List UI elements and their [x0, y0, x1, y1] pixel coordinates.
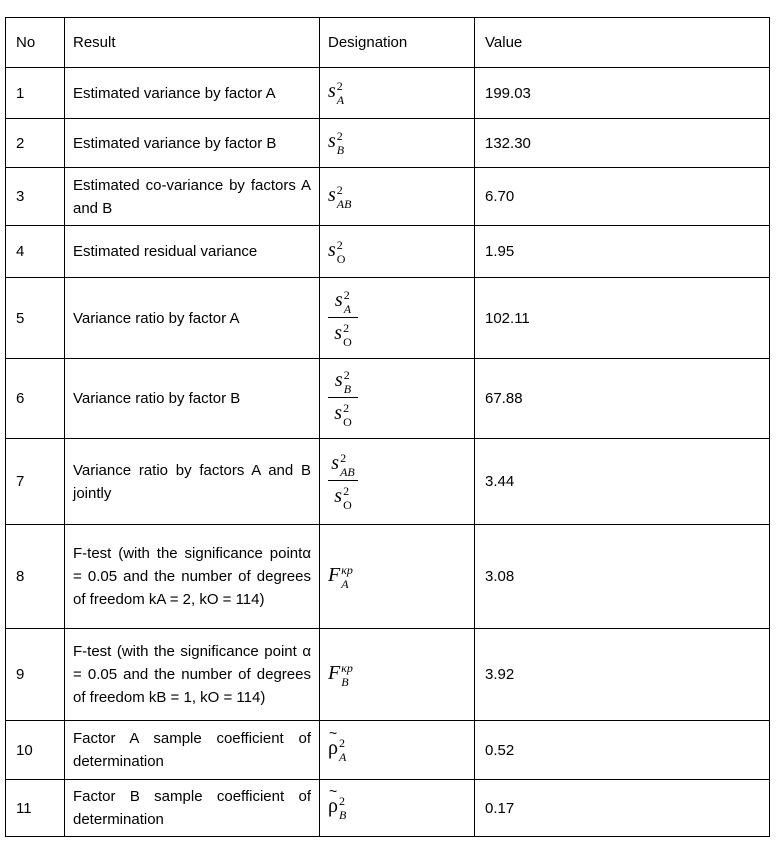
cell-designation: [320, 119, 475, 168]
cell-designation: [320, 629, 475, 721]
math-symbol: [328, 239, 345, 265]
cell-no: 4: [6, 226, 65, 278]
math-symbol: [335, 369, 351, 395]
cell-no: 9: [6, 629, 65, 721]
table-row: [6, 226, 770, 278]
math-superscript: 2: [336, 182, 343, 197]
math-base: ρ: [328, 737, 338, 759]
math-base: s: [334, 402, 343, 424]
cell-no: 2: [6, 119, 65, 168]
cell-value: 0.52: [475, 721, 770, 780]
tilde-mark: ~: [329, 725, 338, 741]
math-subscript: AB: [340, 465, 355, 479]
cell-no: 5: [6, 278, 65, 359]
fraction-bar: [328, 397, 358, 398]
cell-result: Variance ratio by factors A and B jointly: [65, 439, 320, 525]
cell-value: 3.08: [475, 525, 770, 629]
math-superscript: кр: [341, 660, 353, 675]
math-subscript: B: [336, 143, 345, 157]
table-row: [6, 278, 770, 359]
math-subscript: A: [343, 301, 352, 316]
table-row: [6, 525, 770, 629]
math-symbol: [334, 322, 351, 348]
math-base: ρ: [328, 795, 338, 817]
math-base: s: [328, 183, 336, 206]
table-row: [6, 168, 770, 226]
cell-result: Estimated variance by factor B: [65, 119, 320, 168]
table-row: [6, 629, 770, 721]
cell-value: 132.30: [475, 119, 770, 168]
math-subscript: A: [336, 93, 345, 107]
math-superscript: 2: [338, 736, 345, 750]
cell-value: 67.88: [475, 359, 770, 439]
math-symbol: [334, 485, 351, 511]
math-superscript: 2: [336, 79, 343, 93]
fraction-bar: [328, 480, 358, 481]
table-row: [6, 721, 770, 780]
cell-no: 1: [6, 68, 65, 119]
cell-value: 6.70: [475, 168, 770, 226]
math-base: s: [328, 238, 336, 261]
math-base: F: [328, 563, 341, 586]
cell-no: 10: [6, 721, 65, 780]
cell-designation: [320, 721, 475, 780]
math-superscript: 2: [336, 237, 343, 252]
cell-result: Variance ratio by factor A: [65, 278, 320, 359]
math-superscript: 2: [343, 484, 350, 498]
math-subscript: O: [343, 334, 352, 349]
math-symbol: [334, 402, 351, 428]
math-symbol: [328, 783, 347, 822]
math-subscript: O: [343, 498, 352, 512]
math-base: F: [328, 661, 341, 684]
header-value: Value: [475, 18, 770, 68]
cell-result: Estimated residual variance: [65, 226, 320, 278]
cell-no: 6: [6, 359, 65, 439]
math-superscript: 2: [343, 401, 350, 415]
math-symbol: [328, 725, 347, 764]
math-superscript: 2: [338, 794, 345, 808]
cell-designation: [320, 226, 475, 278]
table-row: [6, 780, 770, 837]
table-row: [6, 439, 770, 525]
math-base: s: [334, 288, 343, 311]
cell-designation: [320, 359, 475, 439]
cell-value: 1.95: [475, 226, 770, 278]
header-no: No: [6, 18, 65, 68]
cell-designation: [320, 525, 475, 629]
math-symbol: [331, 452, 354, 478]
table-row: [6, 359, 770, 439]
variance-ratio-fraction: [328, 452, 358, 511]
cell-result: F-test (with the significance pointα = 0.05 and the number of degrees of freedom kA = 2, kO = 114): [65, 525, 320, 629]
cell-result: Estimated co-variance by factors A and B: [65, 168, 320, 226]
cell-value: 3.92: [475, 629, 770, 721]
cell-value: 0.17: [475, 780, 770, 837]
math-base: s: [328, 130, 336, 152]
cell-result: Variance ratio by factor B: [65, 359, 320, 439]
cell-designation: [320, 439, 475, 525]
cell-designation: [320, 780, 475, 837]
math-symbol: [328, 184, 351, 210]
math-superscript: 2: [343, 320, 350, 335]
tilde-mark: ~: [329, 783, 338, 799]
cell-designation: [320, 278, 475, 359]
cell-no: 7: [6, 439, 65, 525]
cell-no: 11: [6, 780, 65, 837]
table-row: [6, 68, 770, 119]
fraction-bar: [328, 317, 358, 318]
math-subscript: A: [341, 576, 349, 591]
math-symbol: [328, 564, 353, 590]
math-base: s: [328, 80, 336, 102]
math-superscript: 2: [343, 368, 350, 382]
cell-value: 102.11: [475, 278, 770, 359]
math-subscript: AB: [336, 196, 352, 211]
math-superscript: 2: [343, 287, 350, 302]
math-base: s: [334, 485, 343, 507]
math-symbol: [328, 662, 353, 688]
variance-ratio-fraction: [328, 369, 358, 428]
math-base: s: [334, 321, 343, 344]
header-row: [6, 18, 770, 68]
cell-value: 199.03: [475, 68, 770, 119]
table-row: [6, 119, 770, 168]
cell-result: Estimated variance by factor A: [65, 68, 320, 119]
math-subscript: O: [336, 251, 346, 266]
math-subscript: B: [343, 382, 352, 396]
cell-result: F-test (with the significance point α = 0.05 and the number of degrees of freedom kB = 1, kO = 114): [65, 629, 320, 721]
cell-no: 3: [6, 168, 65, 226]
variance-ratio-fraction: [328, 289, 358, 348]
header-designation: Designation: [320, 18, 475, 68]
math-subscript: B: [338, 808, 347, 822]
math-base: s: [331, 452, 340, 474]
cell-designation: [320, 68, 475, 119]
cell-result: Factor A sample coefficient of determination: [65, 721, 320, 780]
results-table: [5, 17, 770, 837]
math-symbol: [328, 130, 344, 156]
math-superscript: 2: [336, 129, 343, 143]
math-symbol: [335, 289, 351, 315]
math-symbol: [328, 80, 344, 106]
cell-designation: [320, 168, 475, 226]
math-superscript: 2: [340, 451, 347, 465]
math-subscript: B: [341, 674, 349, 689]
math-superscript: кр: [341, 562, 353, 577]
cell-result: Factor B sample coefficient of determination: [65, 780, 320, 837]
math-subscript: A: [338, 750, 347, 764]
cell-value: 3.44: [475, 439, 770, 525]
header-result: Result: [65, 18, 320, 68]
math-subscript: O: [343, 415, 352, 429]
math-base: s: [334, 369, 343, 391]
cell-no: 8: [6, 525, 65, 629]
